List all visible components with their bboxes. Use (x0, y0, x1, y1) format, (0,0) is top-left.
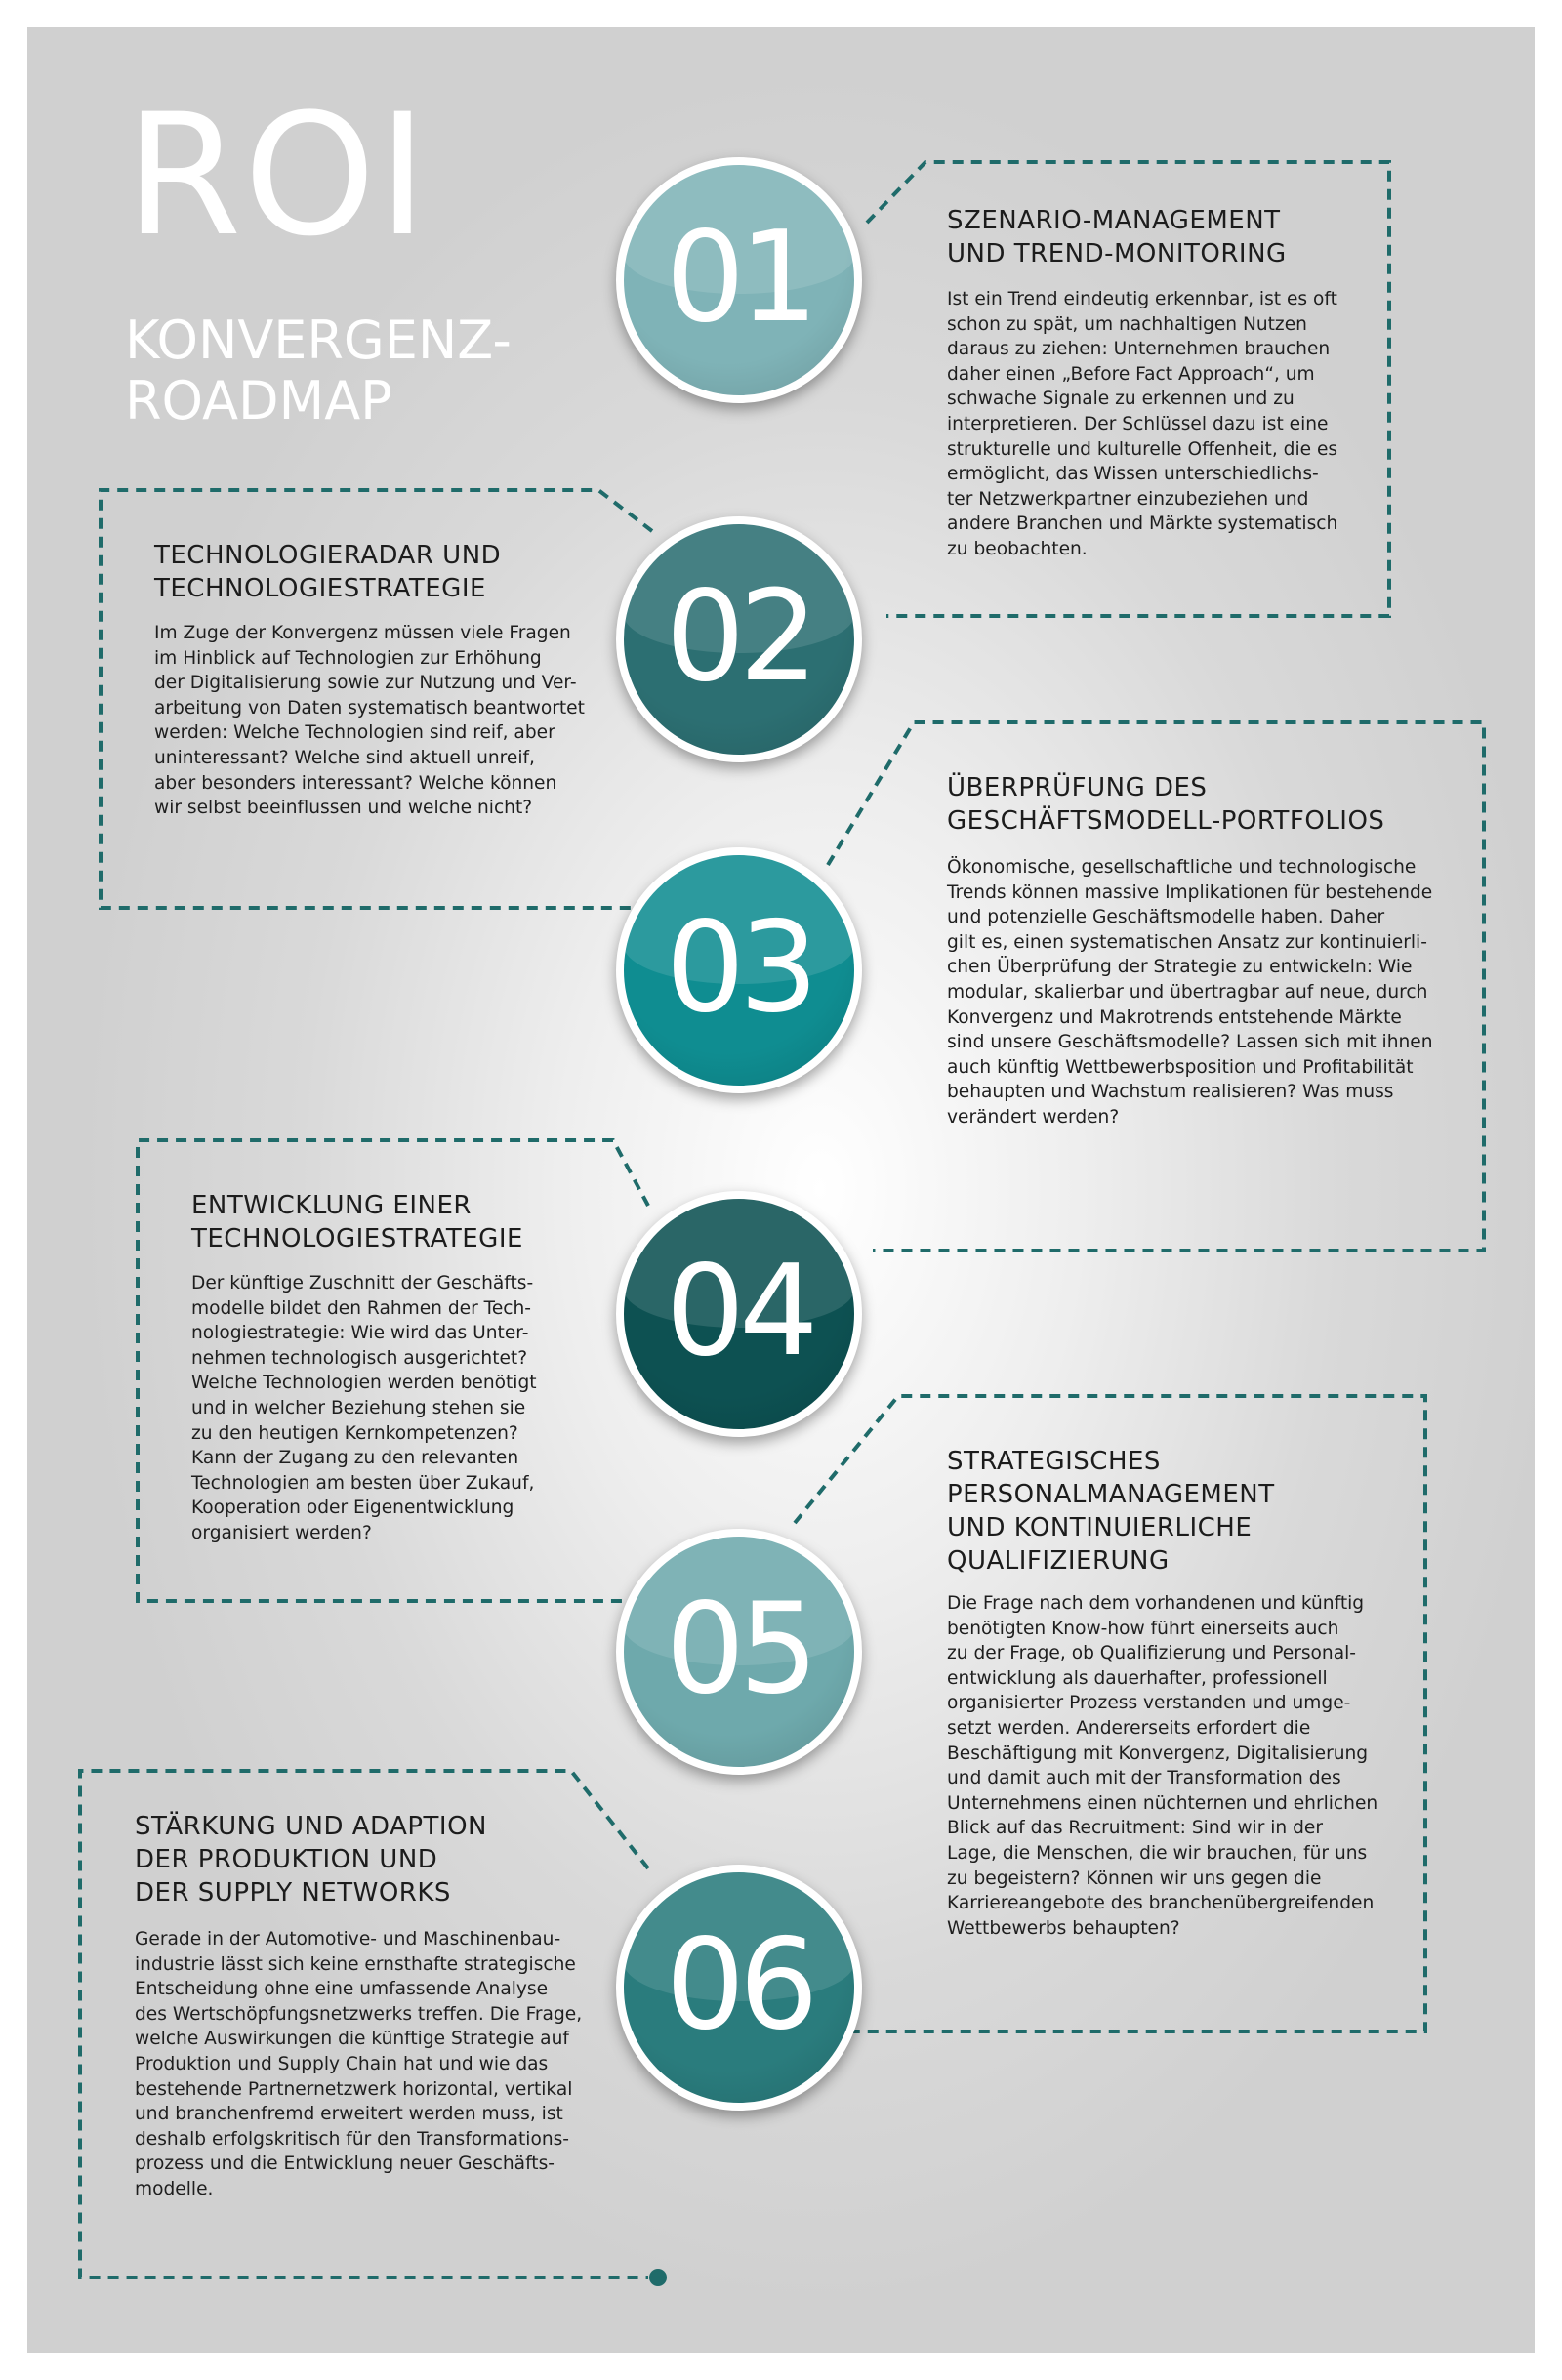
step-03-circle (616, 847, 862, 1093)
infographic-page (27, 27, 1535, 2353)
step-05-body: Die Frage nach dem vorhandenen und künftig benötigten Know-how führt einerseits auch zu der Frage, ob Qualifizierung und Personal- entwicklung als dauerhafter, professionell organisierter Prozess verstanden und umge- setzt werden. Andererseits erfordert die Beschäftigung mit Konvergenz, Digitalisierung und damit auch mit der Transformation des Unternehmens einen nüchternen und ehrlichen Blick auf das Recruitment: Sind wir in der Lage, die Menschen, die wir brauchen, für uns zu begeistern? Können wir uns gegen die Karriereangebote des branchenübergreifenden Wettbewerbs behaupten? (947, 1593, 1378, 1939)
step-02-circle (616, 516, 862, 762)
step-number: 05 (665, 1577, 813, 1722)
step-number: 01 (665, 205, 813, 350)
step-01-body: Ist ein Trend eindeutig erkennbar, ist es oft schon zu spät, um nachhaltigen Nutzen daraus zu ziehen: Unternehmen brauchen daher einen „Before Fact Approach“, um schwache Signale zu erkennen und zu interpretieren. Der Schlüssel dazu ist eine strukturelle und kulturelle Offenheit, die es ermöglicht, das Wissen unterschiedlichs- ter Netzwerkpartner einzubeziehen und andere Branchen und Märkte systematisch zu beobachten. (947, 289, 1338, 559)
title-subtitle-line1: KONVERGENZ- (125, 309, 512, 371)
step-05-heading: STRATEGISCHES PERSONALMANAGEMENT UND KONTINUIERLICHE QUALIFIZIERUNG (947, 1447, 1275, 1576)
step-number: 02 (665, 564, 813, 710)
step-number: 06 (665, 1912, 813, 2058)
step-01-circle (616, 157, 862, 403)
title-subtitle-line2: ROADMAP (125, 370, 392, 431)
step-04-circle (616, 1191, 862, 1437)
step-04-heading: ENTWICKLUNG EINER TECHNOLOGIESTRATEGIE (191, 1191, 523, 1253)
roadmap-end-dot (649, 2269, 667, 2286)
step-06-circle (616, 1865, 862, 2111)
step-number: 03 (665, 895, 813, 1041)
title-subtitle (125, 310, 512, 431)
step-03-heading: ÜBERPRÜFUNG DES GESCHÄFTSMODELL-PORTFOLIOS (947, 773, 1385, 836)
step-03-body: Ökonomische, gesellschaftliche und technologische Trends können massive Implikationen für bestehende und potenzielle Geschäftsmodelle haben. Daher gilt es, einen systematischen Ansatz zur kontinuierli- chen Überprüfung der Strategie zu entwickeln: Wie modular, skalierbar und übertragbar auf neue, durch Konvergenz und Makrotrends entstehende Märkte sind unsere Geschäftsmodelle? Lassen sich mit ihnen auch künftig Wettbewerbsposition und Profitabilität behaupten und Wachstum realisieren? Was muss verändert werden? (947, 857, 1433, 1128)
step-02-body: Im Zuge der Konvergenz müssen viele Fragen im Hinblick auf Technologien zur Erhöhung der Digitalisierung sowie zur Nutzung und Ver- arbeitung von Daten systematisch beantwortet werden: Welche Technologien sind reif, aber uninteressant? Welche sind aktuell unreif, aber besonders interessant? Welche können wir selbst beeinflussen und welche nicht? (154, 623, 585, 819)
step-02-heading: TECHNOLOGIERADAR UND TECHNOLOGIESTRATEGIE (154, 541, 502, 603)
step-06-body: Gerade in der Automotive- und Maschinenbau- industrie lässt sich keine ernsthafte strategische Entscheidung ohne eine umfassende Analyse des Wertschöpfungsnetzwerks treffen. Die Frage, welche Auswirkungen die künftige Strategie auf Produktion und Supply Chain hat und wie das bestehende Partnernetzwerk horizontal, vertikal und branchenfremd erweitert werden muss, ist deshalb erfolgskritisch für den Transformations- prozess und die Entwicklung neuer Geschäfts- modelle. (135, 1929, 583, 2199)
step-number: 04 (665, 1239, 813, 1384)
step-04-body: Der künftige Zuschnitt der Geschäfts- modelle bildet den Rahmen der Tech- nologiestrategie: Wie wird das Unter- nehmen technologisch ausgerichtet? Welche Technologien werden benötigt und in welcher Beziehung stehen sie zu den heutigen Kernkompetenzen? Kann der Zugang zu den relevanten Technologien am besten über Zukauf, Kooperation oder Eigenentwicklung organisiert werden? (191, 1273, 537, 1543)
step-05-circle (616, 1529, 862, 1775)
step-06-heading: STÄRKUNG UND ADAPTION DER PRODUKTION UND DER SUPPLY NETWORKS (135, 1812, 488, 1908)
step-01-heading: SZENARIO-MANAGEMENT UND TREND-MONITORING (947, 206, 1287, 268)
title-roi: ROI (125, 77, 430, 273)
